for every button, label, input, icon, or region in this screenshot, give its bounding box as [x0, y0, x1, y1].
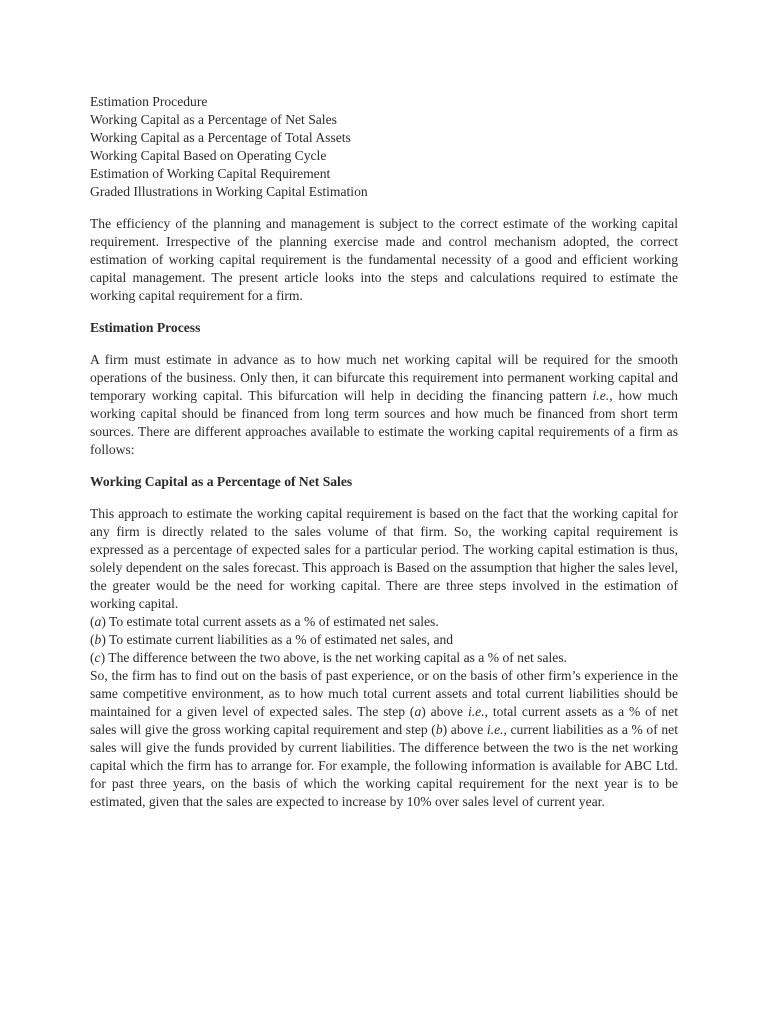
step-text: To estimate total current assets as a % of estimated net sales. — [105, 614, 439, 629]
paragraph-text: So, the firm has to find out on the basis of past experience, or on the basis of other firm’s experience in the same competitive environment, as to how much total current assets and total current liabilities should be maintained for a given level of expected sales. The step ( — [90, 668, 678, 719]
estimation-process-paragraph — [90, 351, 678, 459]
italic-text: b — [435, 722, 443, 737]
paragraph-text: A firm must estimate in advance as to how much net working capital will be required for the smooth operations of the business. Only then, it can bifurcate this requirement into permanent working capital and temporary working capital. This bifurcation will help in deciding the financing pattern — [90, 352, 678, 403]
step-marker: c — [94, 650, 101, 665]
step-item: (a) To estimate total current assets as a % of estimated net sales. — [90, 614, 439, 629]
paragraph-text: , how much working capital should be financed from long term sources and how much be financed from short term sources. There are different approaches available to estimate the working capital requirements of a firm as follows: — [90, 388, 678, 457]
toc-item: Working Capital as a Percentage of Net Sales — [90, 112, 337, 127]
section-heading-estimation-process: Estimation Process — [90, 320, 201, 335]
intro-paragraph: The efficiency of the planning and management is subject to the correct estimate of the working capital requirement. Irrespective of the planning exercise made and control mechanism adopted, the correct estimation of working capital requirement is the fundamental necessity of a good and efficient working capital management. The present article looks into the steps and calculations required to estimate the working capital requirement for a firm. — [90, 216, 678, 303]
step-item: (c) The difference between the two above, is the net working capital as a % of net sales. — [90, 650, 568, 665]
step-marker: a — [94, 614, 102, 629]
section-heading-net-sales: Working Capital as a Percentage of Net Sales — [90, 474, 353, 489]
net-sales-explanation-paragraph — [90, 667, 678, 811]
net-sales-section-body — [90, 505, 678, 811]
paragraph-text: , total current assets as a % of net sales will give the gross working capital requirement and step ( — [90, 704, 678, 737]
step-text: To estimate current liabilities as a % of estimated net sales, and — [105, 632, 454, 647]
paragraph-text: ) above — [421, 704, 468, 719]
table-of-contents — [90, 93, 678, 201]
paragraph-text: ) above — [442, 722, 487, 737]
italic-text: i.e. — [486, 722, 504, 737]
italic-text: i.e. — [467, 704, 485, 719]
document-page — [90, 93, 678, 811]
step-text: The difference between the two above, is the net working capital as a % of net sales. — [105, 650, 568, 665]
toc-item: Estimation Procedure — [90, 94, 208, 109]
step-item: (b) To estimate current liabilities as a % of estimated net sales, and — [90, 632, 454, 647]
italic-text: a — [414, 704, 422, 719]
paragraph-text: , current liabilities as a % of net sales will give the funds provided by current liabilities. The difference between the two is the net working capital which the firm has to arrange for. For example, the following information is available for ABC Ltd. for past three years, on the basis of which the working capital requirement for the next year is to be estimated, given that the sales are expected to increase by 10% over sales level of current year. — [90, 722, 678, 809]
net-sales-paragraph: This approach to estimate the working capital requirement is based on the fact that the working capital for any firm is directly related to the sales volume of that firm. So, the working capital requirement is expressed as a percentage of expected sales for a particular period. The working capital estimation is thus, solely dependent on the sales forecast. This approach is Based on the assumption that higher the sales level, the greater would be the need for working capital. There are three steps involved in the estimation of working capital. — [90, 506, 678, 611]
toc-item: Estimation of Working Capital Requirement — [90, 166, 331, 181]
italic-text: i.e. — [592, 388, 610, 403]
toc-item: Working Capital as a Percentage of Total Assets — [90, 130, 351, 145]
toc-item: Working Capital Based on Operating Cycle — [90, 148, 327, 163]
toc-item: Graded Illustrations in Working Capital Estimation — [90, 184, 368, 199]
step-marker: b — [94, 632, 102, 647]
